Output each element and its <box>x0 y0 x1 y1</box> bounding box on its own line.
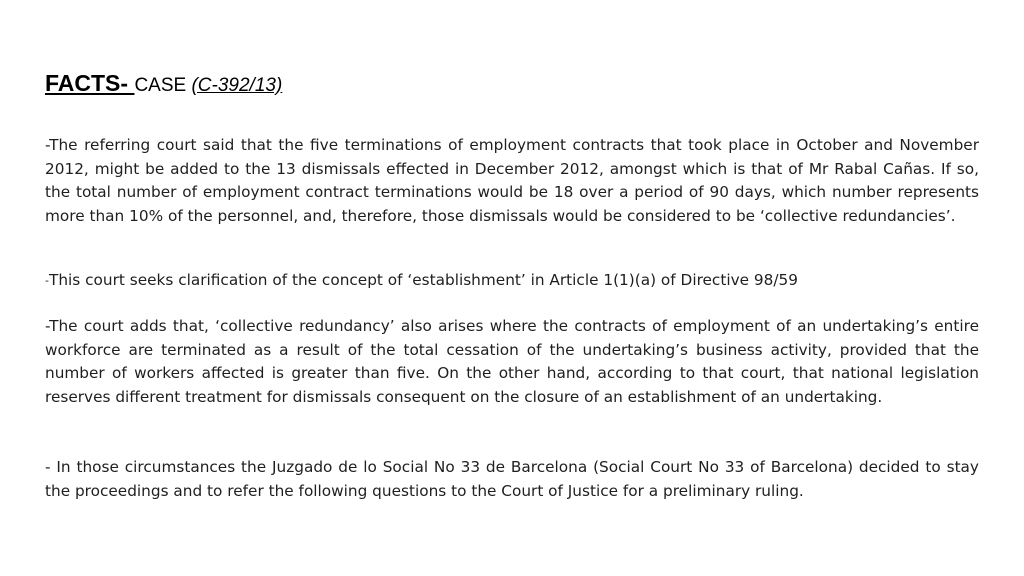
paragraph-referring-court: -The referring court said that the five terminations of employment contracts that took place in October and November 2012, might be added to the 13 dismissals effected in December 2012, amongst which is that of Mr Rabal Cañas. If so, the total number of employment contract terminations would be 18 over a period of 90 days, which number represents more than 10% of the personnel, and, therefore, those dismissals would be considered to be ‘collective redundancies’. <box>45 136 979 225</box>
paragraph-collective-redundancy: -The court adds that, ‘collective redundancy’ also arises where the contracts of employment of an undertaking’s entire workforce are terminated as a result of the total cessation of the undertaking’s business activity, provided that the number of workers affected is greater than five. On the other hand, according to that court, that national legislation reserves different treatment for dismissals consequent on the closure of an establishment of an undertaking. <box>45 317 979 406</box>
title-heading: FACTS- <box>45 70 135 96</box>
paragraph-circumstances: - In those circumstances the Juzgado de lo Social No 33 de Barcelona (Social Court No 33 of Barcelona) decided to stay the proceedings and to refer the following questions to the Court of Justice for a preliminary ruling. <box>45 458 979 500</box>
paragraph-dash: - <box>45 274 49 287</box>
title-case-reference: (C-392/13) <box>191 75 283 96</box>
paragraph-establishment-text: This court seeks clarification of the concept of ‘establishment’ in Article 1(1)(a) of Directive 98/59 <box>48 271 798 289</box>
title-case-label: CASE <box>134 75 192 96</box>
paragraph-establishment-clarification <box>45 269 979 293</box>
slide-title <box>45 66 282 100</box>
